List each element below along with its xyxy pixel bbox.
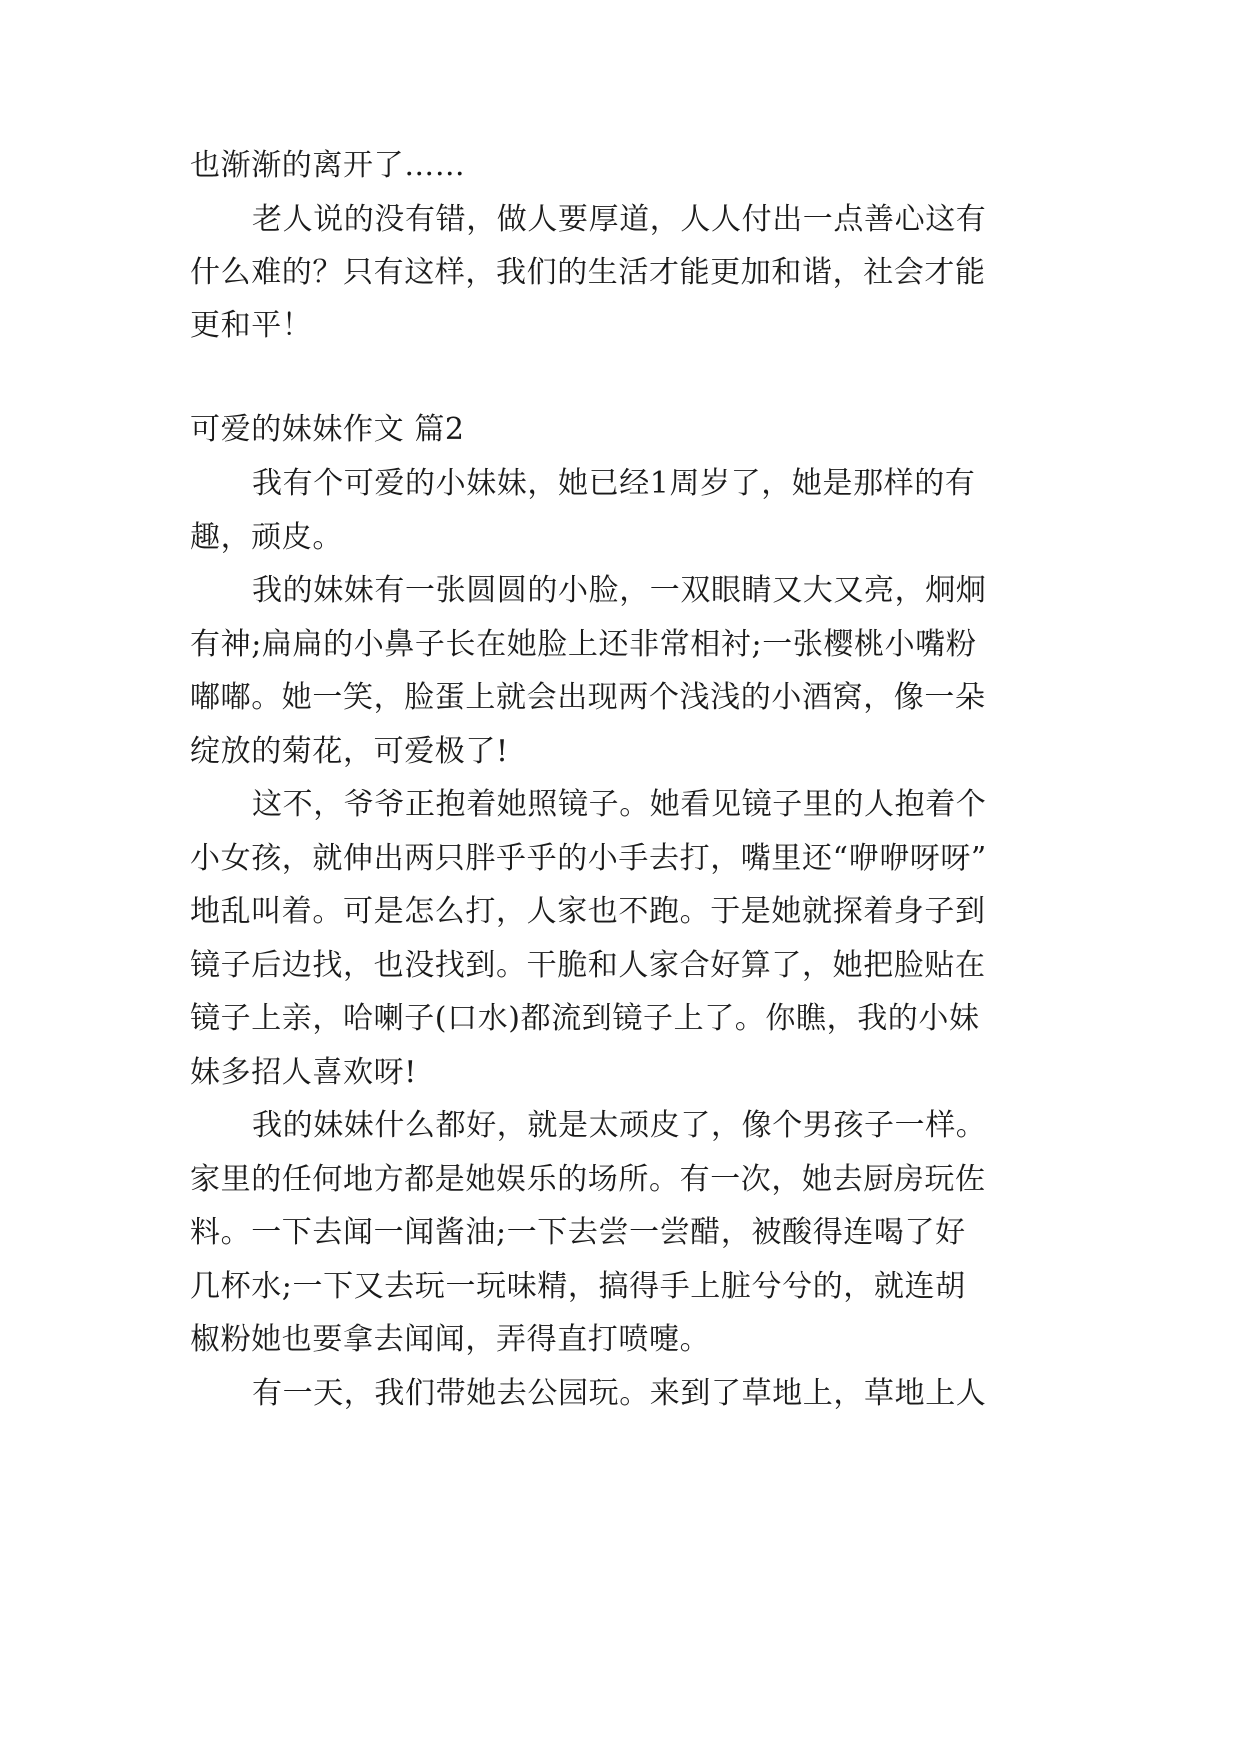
paragraph-first-line: 我有个可爱的小妹妹，她已经1周岁了，她是那样的有 — [252, 466, 976, 501]
text-line: 地乱叫着。可是怎么打，人家也不跑。于是她就探着身子到 — [190, 894, 986, 929]
paragraph-first-line: 我的妹妹有一张圆圆的小脸，一双眼睛又大又亮，炯炯 — [252, 573, 987, 608]
text-line: 镜子后边找，也没找到。干脆和人家合好算了，她把脸贴在 — [190, 948, 986, 983]
text-line: 镜子上亲，哈喇子(口水)都流到镜子上了。你瞧，我的小妹 — [190, 1001, 980, 1036]
text-line: 家里的任何地方都是她娱乐的场所。有一次，她去厨房玩佐 — [190, 1162, 986, 1197]
text-line: 也渐渐的离开了…… — [190, 148, 466, 183]
paragraph-first-line: 我的妹妹什么都好，就是太顽皮了，像个男孩子一样。 — [252, 1108, 987, 1143]
text-line: 妹多招人喜欢呀! — [190, 1055, 417, 1090]
text-line: 更和平！ — [190, 308, 313, 343]
text-line: 什么难的？只有这样，我们的生活才能更加和谐，社会才能 — [190, 255, 986, 290]
paragraph-first-line: 有一天，我们带她去公园玩。来到了草地上，草地上人 — [252, 1376, 987, 1411]
text-line: 椒粉她也要拿去闻闻，弄得直打喷嚏。 — [190, 1322, 711, 1357]
text-line: 嘟嘟。她一笑，脸蛋上就会出现两个浅浅的小酒窝，像一朵 — [190, 680, 986, 715]
section-heading: 可爱的妹妹作文 篇2 — [190, 412, 465, 447]
paragraph-first-line: 这不，爷爷正抱着她照镜子。她看见镜子里的人抱着个 — [252, 787, 987, 822]
text-line: 几杯水;一下又去玩一玩味精，搞得手上脏兮兮的，就连胡 — [190, 1269, 966, 1304]
text-line: 小女孩，就伸出两只胖乎乎的小手去打，嘴里还“咿咿呀呀” — [190, 841, 987, 876]
text-line: 料。一下去闻一闻酱油;一下去尝一尝醋，被酸得连喝了好 — [190, 1215, 966, 1250]
text-line: 有神;扁扁的小鼻子长在她脸上还非常相衬;一张樱桃小嘴粉 — [190, 627, 977, 662]
paragraph-first-line: 老人说的没有错，做人要厚道，人人付出一点善心这有 — [252, 202, 987, 237]
text-line: 绽放的菊花，可爱极了! — [190, 734, 509, 769]
text-line: 趣，顽皮。 — [190, 520, 343, 555]
